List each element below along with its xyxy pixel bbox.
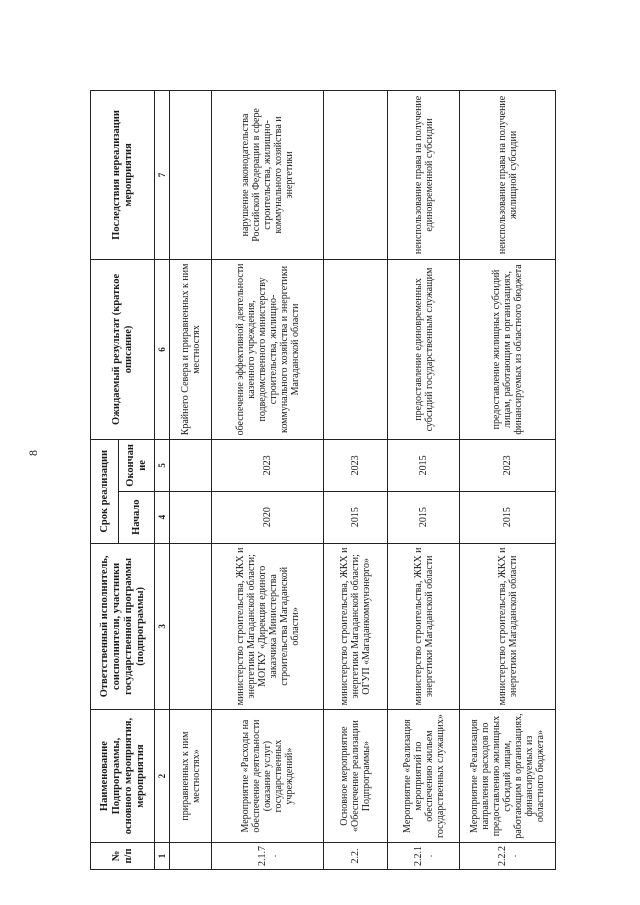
- table-row: [388, 91, 460, 870]
- table-row: [460, 91, 556, 870]
- cell-num: 2.2.2.: [460, 842, 556, 869]
- cell-responsible: министерство строительства, ЖКХ и энергетики Магаданской области: [388, 543, 460, 710]
- table-row: [324, 91, 388, 870]
- header-num: № п/п: [91, 842, 155, 869]
- column-number: 2: [155, 710, 170, 843]
- header-result: Ожидаемый результат (краткое описание): [91, 259, 155, 439]
- header-start: Начало: [119, 491, 155, 543]
- header-responsible: Ответственный исполнитель, соисполнители, участники государственной программы (подпрограммы): [91, 543, 155, 710]
- header-name: Наименование Подпрограммы, основного мероприятия, мероприятия: [91, 710, 155, 843]
- cell-num: [170, 842, 212, 869]
- cell-responsible: [170, 543, 212, 710]
- cell-consequences: [170, 91, 212, 260]
- cell-start: [170, 491, 212, 543]
- cell-consequences: [324, 91, 388, 260]
- cell-num: 2.1.7.: [212, 842, 324, 869]
- column-number: 7: [155, 91, 170, 260]
- column-number: 6: [155, 259, 170, 439]
- cell-result: Крайнего Севера и приравненных к ним местностях: [170, 259, 212, 439]
- page-number: 8: [26, 450, 40, 456]
- column-number: 4: [155, 491, 170, 543]
- cell-start: 2015: [324, 491, 388, 543]
- cell-start: 2015: [388, 491, 460, 543]
- column-number: 1: [155, 842, 170, 869]
- cell-end: 2023: [212, 440, 324, 492]
- cell-result: [324, 259, 388, 439]
- cell-num: 2.2.: [324, 842, 388, 869]
- cell-consequences: неиспользование права на получение единовременной субсидии: [388, 91, 460, 260]
- column-number: 3: [155, 543, 170, 710]
- header-end: Окончание: [119, 440, 155, 492]
- cell-result: предоставление жилищных субсидий лицам, работающим в организациях, финансируемых из областного бюджета: [460, 259, 556, 439]
- activities-table: [90, 90, 556, 870]
- cell-result: обеспечение эффективной деятельности казенного учреждения, подведомственного министерству строительства, жилищно-коммунального хозяйства и энергетики Магаданской области: [212, 259, 324, 439]
- table-row: [212, 91, 324, 870]
- cell-name: Мероприятие «Реализация мероприятий по обеспечению жильем государственных служащих»: [388, 710, 460, 843]
- cell-start: 2015: [460, 491, 556, 543]
- cell-name: Мероприятие «Расходы на обеспечение деятельности (оказание услуг) государственных учреждений»: [212, 710, 324, 843]
- cell-end: [170, 440, 212, 492]
- cell-name: приравненных к ним местностях»: [170, 710, 212, 843]
- cell-start: 2020: [212, 491, 324, 543]
- column-number-row: [155, 91, 170, 870]
- cell-num: 2.2.1.: [388, 842, 460, 869]
- table-row: [170, 91, 212, 870]
- cell-end: 2023: [460, 440, 556, 492]
- cell-consequences: нарушение законодательства Российской Федерации в сфере строительства, жилищно-коммунального хозяйства и энергетики: [212, 91, 324, 260]
- cell-name: Основное мероприятие «Обеспечение реализации Подпрограммы»: [324, 710, 388, 843]
- header-consequences: Последствия нереализации мероприятия: [91, 91, 155, 260]
- cell-responsible: министерство строительства, ЖКХ и энергетики Магаданской области; МОГКУ «Дирекция единого заказчика Министерства строительства Магаданской области»: [212, 543, 324, 710]
- cell-responsible: министерство строительства, ЖКХ и энергетики Магаданской области: [460, 543, 556, 710]
- cell-result: предоставление единовременных субсидий государственным служащим: [388, 259, 460, 439]
- cell-end: 2015: [388, 440, 460, 492]
- cell-end: 2023: [324, 440, 388, 492]
- cell-name: Мероприятие «Реализация направления расходов по предоставлению жилищных субсидий лицам, работающим в организациях, финансируемых из областного бюджета»: [460, 710, 556, 843]
- rotated-page-content: [90, 90, 550, 870]
- header-period: Срок реализации: [91, 440, 119, 544]
- cell-responsible: министерство строительства, ЖКХ и энергетики Магаданской области; ОГУП «Магаданкоммунэнерго»: [324, 543, 388, 710]
- cell-consequences: неиспользование права на получение жилищной субсидии: [460, 91, 556, 260]
- column-number: 5: [155, 440, 170, 492]
